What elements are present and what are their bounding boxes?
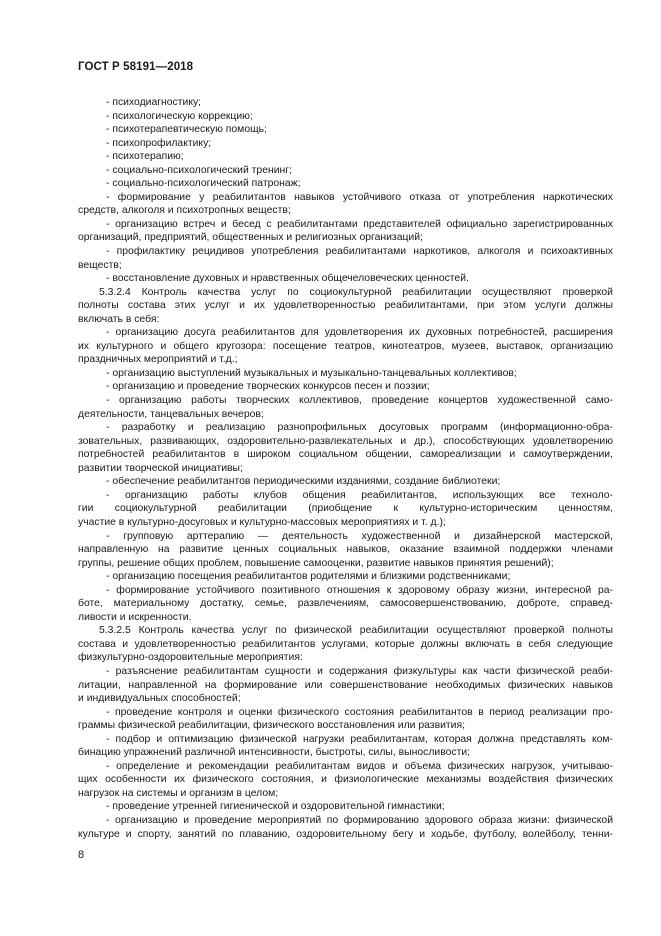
text-line: - социально-психологический тренинг; [106, 164, 292, 176]
text-line: участие в культурно-досуговых и культурно-массовых мероприятиях и т. д.); [78, 516, 446, 528]
text-line: - психодиагностику; [106, 97, 202, 108]
text-line: праздничных мероприятий и т.д.; [78, 354, 238, 366]
text-line: - разработку и реализацию разнопрофильных досуговых программ (информационно-обра- [106, 422, 613, 434]
text-line: - организацию и проведение творческих конкурсов песен и поэзии; [106, 381, 430, 393]
text-line: - разъяснение реабилитантам сущности и содержания физкультуры как части физической реаби- [106, 665, 613, 677]
text-line: культуре и спорту, занятий по плаванию, оздоровительному бегу и ходьбе, футболу, волейболу, тенни- [78, 828, 613, 840]
text-line: - организацию досуга реабилитантов для удовлетворения их духовных потребностей, расширения [106, 327, 613, 339]
text-line: - восстановление духовных и нравственных общечеловеческих ценностей. [106, 273, 469, 285]
text-line: - психотерапевтическую помощь; [106, 124, 267, 136]
text-line: щих особенности их физического состояния, и физиологические механизмы воздействия физических [78, 774, 613, 786]
text-line: средств, алкоголя и психотропных веществ; [78, 205, 291, 217]
text-line: ливости и искренности. [78, 611, 192, 623]
text-line: 5.3.2.5 Контроль качества услуг по физической реабилитации осуществляют проверкой полноты [99, 625, 613, 637]
text-line: - организацию выступлений музыкальных и музыкально-танцевальных коллективов; [106, 367, 517, 379]
text-line: бинацию упражнений различной интенсивности, быстроты, силы, выносливости; [78, 747, 471, 759]
text-line: граммы физической реабилитации, физического восстановления или развития; [78, 720, 465, 732]
text-line: - психологическую коррекцию; [106, 110, 253, 122]
text-line: - формирование у реабилитантов навыков устойчивого отказа от употребления наркотических [106, 191, 613, 203]
text-line: - организацию работы клубов общения реабилитантов, использующих все техноло- [106, 489, 613, 501]
document-body [78, 96, 613, 841]
text-line: - формирование устойчивого позитивного отношения к здоровому образу жизни, интересной ра- [106, 584, 613, 596]
text-line: деятельности, танцевальных вечеров; [78, 408, 264, 420]
text-line: состава и удовлетворенностью реабилитантов услугами, которые должны включать в себя следующие [78, 638, 613, 650]
text-line: потребностей реабилитантов в широком социальном общении, самореализации и самоутверждении, [78, 449, 613, 461]
text-line: направленную на развитие ценных социальных навыков, оказание взаимной поддержки членами [78, 544, 613, 556]
text-line: - групповую арттерапию — деятельность художественной и дизайнерской мастерской, [106, 530, 613, 542]
page-number: 8 [78, 849, 85, 861]
text-line: боте, материальному достатку, семье, развлечениям, самосовершенствованию, доброте, справед- [78, 598, 613, 610]
text-line: развитии творческой инициативы; [78, 462, 243, 474]
text-line: - психотерапию; [106, 151, 184, 163]
text-line: включать в себя: [78, 313, 160, 325]
text-line: - определение и рекомендации реабилитантам видов и объема физических нагрузок, учитываю- [106, 760, 613, 772]
text-line: - организацию и проведение мероприятий по формированию здорового образа жизни: физической [106, 814, 613, 826]
text-line: группы, решение общих проблем, повышение самооценки, развитие навыков принятия решений); [78, 557, 554, 569]
text-line: гии социокультурной реабилитации (приобщение к культурно-историческим ценностям, [78, 503, 613, 515]
text-line: - профилактику рецидивов употребления реабилитантами наркотиков, алкоголя и психоактивных [106, 246, 613, 258]
text-line: - проведение контроля и оценки физического состояния реабилитантов в период реализации про- [106, 706, 613, 718]
text-line: 5.3.2.4 Контроль качества услуг по социокультурной реабилитации осуществляют проверкой [99, 286, 613, 298]
text-line: полноты состава этих услуг и их удовлетворенностью реабилитантами, при этом услуги должны [78, 300, 613, 312]
text-line: - проведение утренней гигиенической и оздоровительной гимнастики; [106, 801, 445, 813]
text-line: и индивидуальных способностей; [78, 693, 241, 705]
text-line: - социально-психологический патронаж; [106, 178, 301, 190]
text-line: организаций, предприятий, общественных и религиозных организаций; [78, 232, 423, 244]
text-line: нагрузок на системы и организм в целом; [78, 787, 279, 799]
text-line: - организацию работы творческих коллективов, проведение концертов художественной само- [106, 395, 613, 407]
text-line: - организацию посещения реабилитантов родителями и близкими родственниками; [106, 571, 511, 583]
text-line: физкультурно-оздоровительные мероприятия: [78, 652, 303, 664]
text-line: их культурного и общего кругозора: посещение театров, кинотеатров, музеев, выставок, организацию [78, 340, 613, 352]
text-line: зовательных, развивающих, оздоровительно-развлекательных и др.), способствующих удовлетворению [78, 435, 613, 447]
text-line: - обеспечение реабилитантов периодическими изданиями, создание библиотеки; [106, 476, 501, 488]
text-line: - психопрофилактику; [106, 137, 212, 149]
text-line: - подбор и оптимизацию физической нагрузки реабилитантам, которая должна представлять ком- [106, 733, 613, 745]
text-line: литации, направленной на формирование или совершенствование необходимых физических навыков [78, 679, 613, 691]
document-header: ГОСТ Р 58191—2018 [78, 61, 194, 73]
text-line: - организацию встреч и бесед с реабилитантами представителей официально зарегистрированных [106, 218, 613, 230]
text-line: веществ; [78, 259, 122, 271]
